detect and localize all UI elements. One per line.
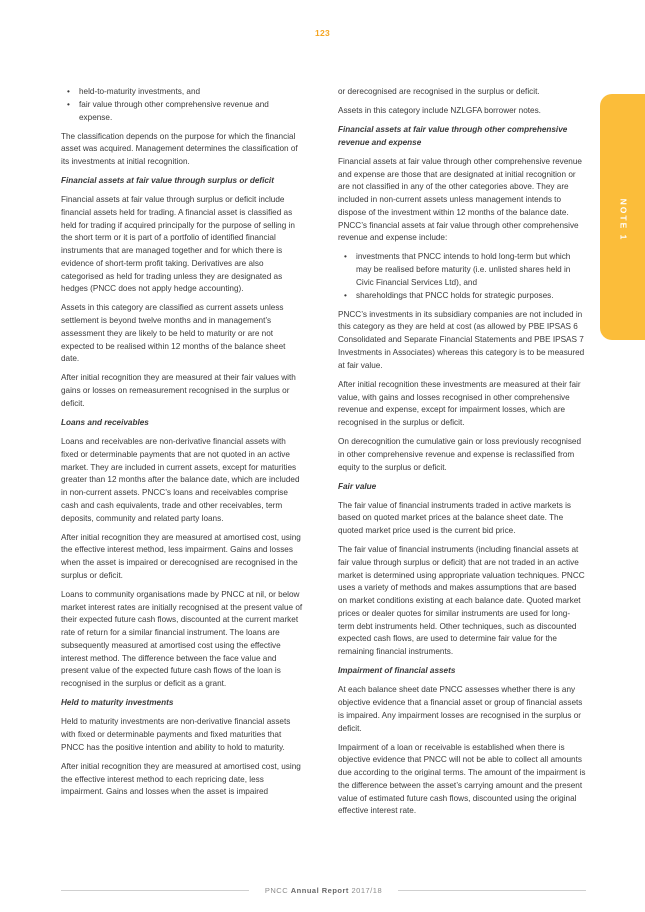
paragraph: After initial recognition they are measured at amortised cost, using the effective interest method to each repricing date, less impairment. Gains and losses when the asset is impaired bbox=[61, 761, 301, 797]
footer bbox=[61, 884, 586, 896]
right-column bbox=[338, 86, 586, 824]
list-item: • investments that PNCC intends to hold long-term but which may be realised before maturity (i.e. unlisted shares held in Civic Financial Services Ltd), and bbox=[338, 251, 586, 289]
page-number: 123 bbox=[314, 28, 331, 38]
list-item: • shareholdings that PNCC holds for strategic purposes. bbox=[338, 290, 586, 303]
bullet-list bbox=[338, 251, 586, 302]
section-heading: Financial assets at fair value through surplus or deficit bbox=[61, 176, 274, 186]
paragraph: Held to maturity investments are non-derivative financial assets with fixed or determinable payments and fixed maturities that PNCC has the positive intention and ability to hold to maturity. bbox=[61, 717, 291, 752]
paragraph: On derecognition the cumulative gain or loss previously recognised in other comprehensive revenue and expense is reclassified from equity to the surplus or deficit. bbox=[338, 437, 582, 472]
side-tab-label-wrap bbox=[613, 190, 633, 250]
section-heading: Fair value bbox=[338, 481, 377, 491]
footer-year: 2017/18 bbox=[351, 885, 383, 895]
paragraph: Financial assets at fair value through surplus or deficit include financial assets held for trading. A financial asset is classified as held for trading if acquired principally for the purpose of selling in the short term or it is part of a portfolio of identified financial instruments that are managed together and for which there is evidence of short-term profit taking. Derivatives are also categorised as held for trading unless they are designated as hedges (PNCC does not apply hedge accounting). bbox=[61, 195, 295, 294]
left-column bbox=[61, 86, 304, 805]
paragraph: or derecognised are recognised in the surplus or deficit. bbox=[338, 87, 540, 96]
list-item: • held-to-maturity investments, and bbox=[61, 86, 304, 99]
paragraph: Loans and receivables are non-derivative financial assets with fixed or determinable payments that are not quoted in an active market. They are included in current assets, except for maturities greater than 12 months after the balance date, which are included in non-current assets. PNCC’s loans and receivables comprise cash and cash equivalents, trade and other receivables, term deposits, community and related party loans. bbox=[61, 437, 300, 523]
section-heading: Financial assets at fair value through other comprehensive revenue and expense bbox=[338, 125, 568, 147]
footer-text bbox=[249, 886, 398, 895]
paragraph: PNCC’s investments in its subsidiary companies are not included in this category as they are held at cost (as allowed by PBE IPSAS 6 Consolidated and Separate Financial Statements and PBE IPSAS 7 Investments in Associates) whereas this category is to be measured at fair value. bbox=[338, 309, 585, 370]
paragraph: Assets in this category include NZLGFA borrower notes. bbox=[338, 106, 541, 116]
footer-rule-right bbox=[398, 890, 586, 891]
side-tab-label: NOTE 1 bbox=[618, 198, 629, 242]
paragraph: Loans to community organisations made by PNCC at nil, or below market interest rates are initially recognised at the present value of their expected future cash flows, discounted at the current market rate of return for a similar financial instrument. The loans are subsequently measured at amortised cost using the effective interest method. The difference between the face value and present value of the expected future cash flows of the loan is recognised in the surplus or deficit as a grant. bbox=[61, 589, 303, 689]
paragraph: The fair value of financial instruments traded in active markets is based on quoted market prices at the balance sheet date. The quoted market price used is the current bid price. bbox=[338, 500, 571, 536]
paragraph: At each balance sheet date PNCC assesses whether there is any objective evidence that a financial asset or group of financial assets is impaired. Any impairment losses are recognised in the surplus or deficit. bbox=[338, 685, 583, 733]
paragraph: The classification depends on the purpose for which the financial asset was acquired. Management determines the classification of its investments at initial recognition. bbox=[61, 131, 298, 167]
paragraph: After initial recognition these investments are measured at their fair value, with gains and losses recognised in other comprehensive revenue and expense, except for impairment losses, which are recognised in the surplus or deficit. bbox=[338, 379, 581, 428]
paragraph: Financial assets at fair value through other comprehensive revenue and expense are those that are designated at initial recognition or are not classified in any of the other categories above. They are included in non-current assets unless management intends to dispose of the investment within 12 months of the balance date. PNCC’s financial assets at fair value through other comprehensive revenue and expense include: bbox=[338, 156, 582, 243]
list-item: • fair value through other comprehensive revenue and expense. bbox=[61, 99, 304, 125]
footer-rule-left bbox=[61, 890, 249, 891]
section-heading: Loans and receivables bbox=[61, 418, 149, 428]
footer-title: Annual Report bbox=[290, 885, 349, 895]
paragraph: After initial recognition they are measured at amortised cost, using the effective interest method, less impairment. Gains and losses when the asset is impaired or derecognised are recognised in the surplus or deficit. bbox=[61, 532, 301, 580]
paragraph: Assets in this category are classified as current assets unless settlement is beyond twelve months and in management’s assessment they are likely to be held to maturity or are not expected to be realised within 12 months of the balance sheet date. bbox=[61, 303, 286, 364]
footer-org: PNCC bbox=[264, 885, 289, 895]
intro-bullet-list bbox=[61, 86, 304, 124]
paragraph: After initial recognition they are measured at their fair values with gains or losses on remeasurement recognised in the surplus or deficit. bbox=[61, 373, 296, 408]
paragraph: The fair value of financial instruments (including financial assets at fair value through surplus or deficit) that are not traded in an active market is determined using appropriate valuation techniques. PNCC uses a variety of methods and makes assumptions that are based on market conditions existing at each balance date. Quoted market prices or dealer quotes for similar instruments are used for long-term debt instruments held. Other techniques, such as discounted expected cash flows, are used to determine fair value for the remaining financial instruments. bbox=[338, 545, 585, 657]
paragraph: Impairment of a loan or receivable is established when there is objective evidence that PNCC will not be able to collect all amounts due according to the original terms. The amount of the impairment is the difference between the asset’s carrying amount and the present value of estimated future cash flows, discounted using the original effective interest rate. bbox=[338, 742, 586, 816]
section-heading: Held to maturity investments bbox=[61, 698, 174, 708]
section-heading: Impairment of financial assets bbox=[338, 666, 456, 676]
